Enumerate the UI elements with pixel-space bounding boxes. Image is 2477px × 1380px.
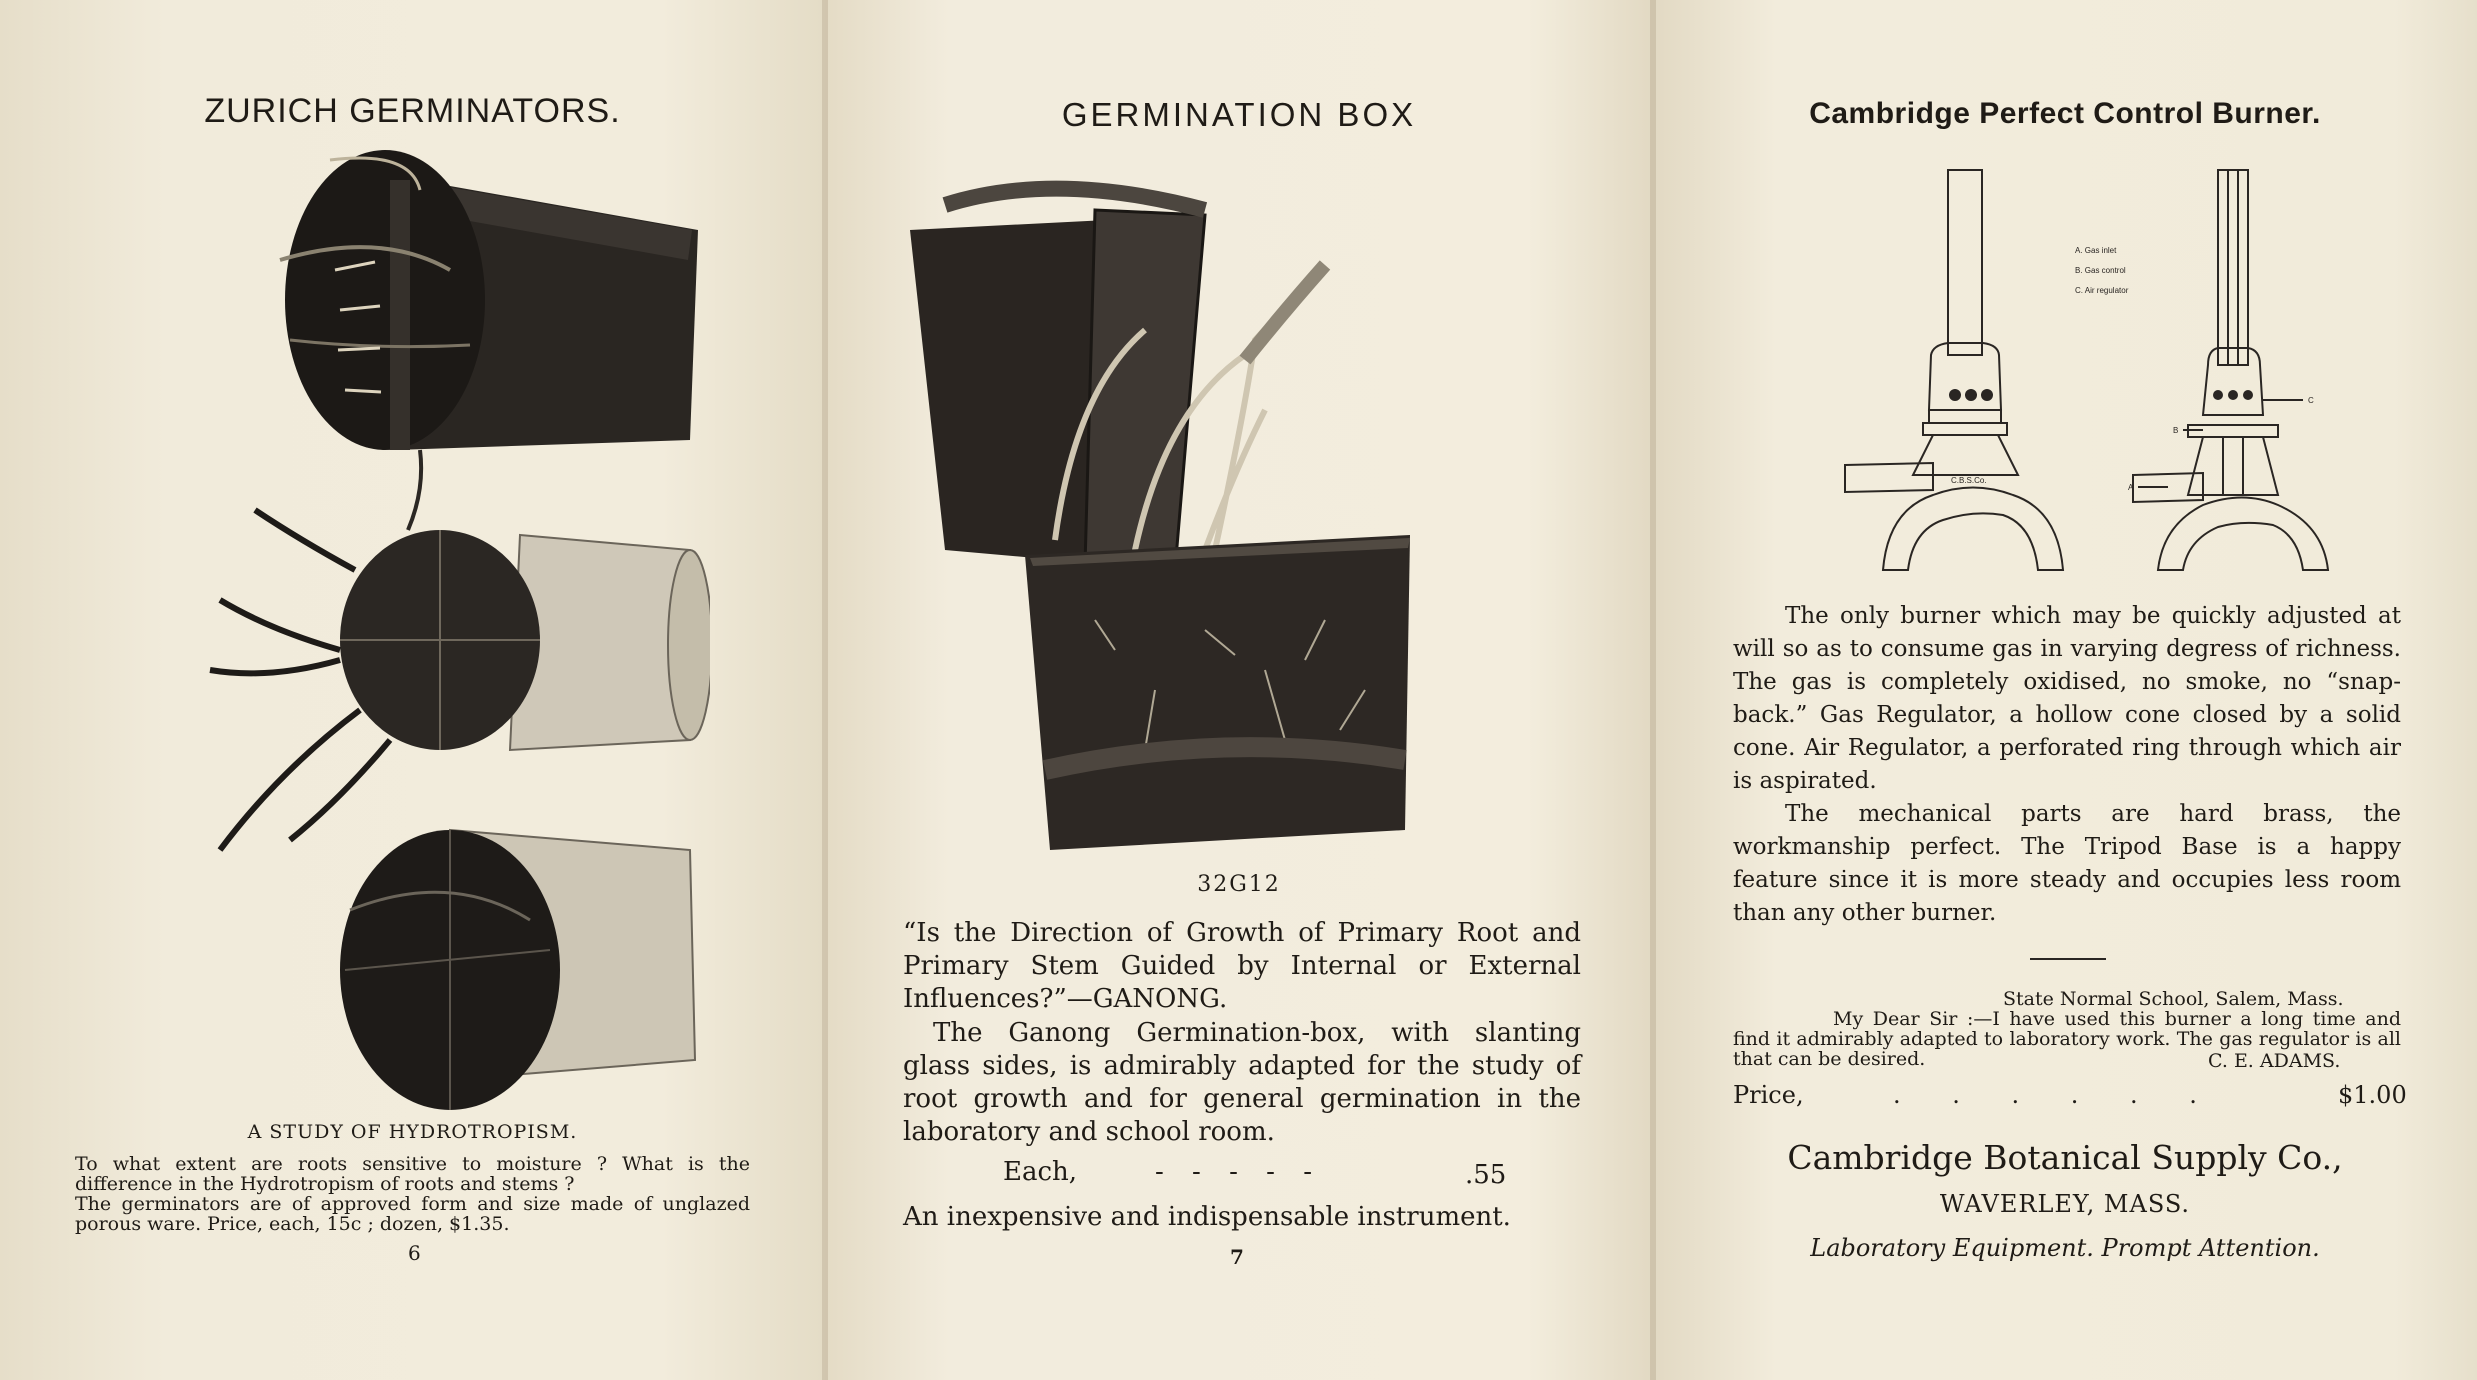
maker-mark: C.B.S.Co.: [1951, 476, 1987, 485]
germination-box-illustration: [905, 170, 1425, 870]
page-number: 7: [1230, 1245, 1244, 1269]
company-slogan: Laboratory Equipment. Prompt Attention.: [1810, 1234, 2320, 1262]
testimonial-body: My Dear Sir :—I have used this burner a long time and find it admirably adapted to laboratory work. The gas regulator is all that can be desired.: [1733, 1008, 2401, 1070]
burner-mechanics: The mechanical parts are hard brass, the workmanship perfect. The Tripod Base is a happy feature since it is more steady and occupies less room than any other burner.: [1733, 801, 2401, 926]
legend-b: B. Gas control: [2075, 266, 2126, 275]
product-paragraph: The germinators are of approved form and size made of unglazed porous ware. Price, each, 15c ; dozen, $1.35.: [75, 1193, 750, 1235]
testimonial-signature: C. E. ADAMS.: [2208, 1050, 2341, 1072]
page-title: GERMINATION BOX: [1061, 96, 1417, 133]
price-label: Price,: [1733, 1081, 1804, 1109]
fold-line-left: [822, 0, 828, 1380]
price-value: $1.00: [2338, 1081, 2407, 1109]
fold-line-right: [1650, 0, 1656, 1380]
label-c: C: [2308, 396, 2314, 405]
catalog-number: 32G12: [1197, 872, 1281, 897]
page-number: 6: [408, 1241, 421, 1265]
page-title: Cambridge Perfect Control Burner.: [1809, 97, 2321, 130]
testimonial-header: State Normal School, Salem, Mass.: [2003, 988, 2344, 1010]
question-paragraph: To what extent are roots sensitive to moisture ? What is the difference in the Hydrotropism of roots and stems ?: [75, 1153, 750, 1195]
price-value: .55: [1465, 1160, 1507, 1190]
burner-diagram: [1823, 165, 2383, 585]
company-name: Cambridge Botanical Supply Co.,: [1787, 1138, 2343, 1177]
germinator-top: [280, 150, 698, 530]
legend-c: C. Air regulator: [2075, 286, 2129, 295]
germinators-illustration: [150, 150, 710, 1110]
burner-description: The only burner which may be quickly adjusted at will so as to consume gas in varying degress of richness. The gas is completely oxidised, no smoke, no “snap-back.” Gas Regulator, a hollow cone closed by a solid cone. Air Regulator, a perforated ring through which air is aspirated.: [1733, 603, 2401, 794]
price-leader: . . . . . .: [1893, 1081, 2219, 1109]
page-title: ZURICH GERMINATORS.: [204, 92, 621, 130]
left-page: [0, 0, 825, 1380]
tagline: An inexpensive and indispensable instrument.: [903, 1202, 1511, 1232]
divider: [2030, 958, 2106, 960]
price-label: Each,: [1003, 1157, 1078, 1187]
ganong-quote: “Is the Direction of Growth of Primary Root and Primary Stem Guided by Internal or External Influences?”—GANONG.: [903, 918, 1581, 1014]
figure-caption: A STUDY OF HYDROTROPISM.: [247, 1121, 578, 1143]
germinator-bottom: [340, 830, 695, 1110]
box-description: The Ganong Germination-box, with slanting glass sides, is admirably adapted for the study of root growth and for general germination in the laboratory and school room.: [903, 1018, 1581, 1147]
company-location: WAVERLEY, MASS.: [1939, 1190, 2191, 1218]
right-page: [1653, 0, 2477, 1380]
germinator-middle: [210, 510, 710, 850]
label-a: A: [2128, 483, 2134, 492]
legend-a: A. Gas inlet: [2075, 246, 2117, 255]
middle-page: [825, 0, 1653, 1380]
price-leader: - - - - -: [1155, 1157, 1322, 1187]
label-b: B: [2173, 426, 2179, 435]
